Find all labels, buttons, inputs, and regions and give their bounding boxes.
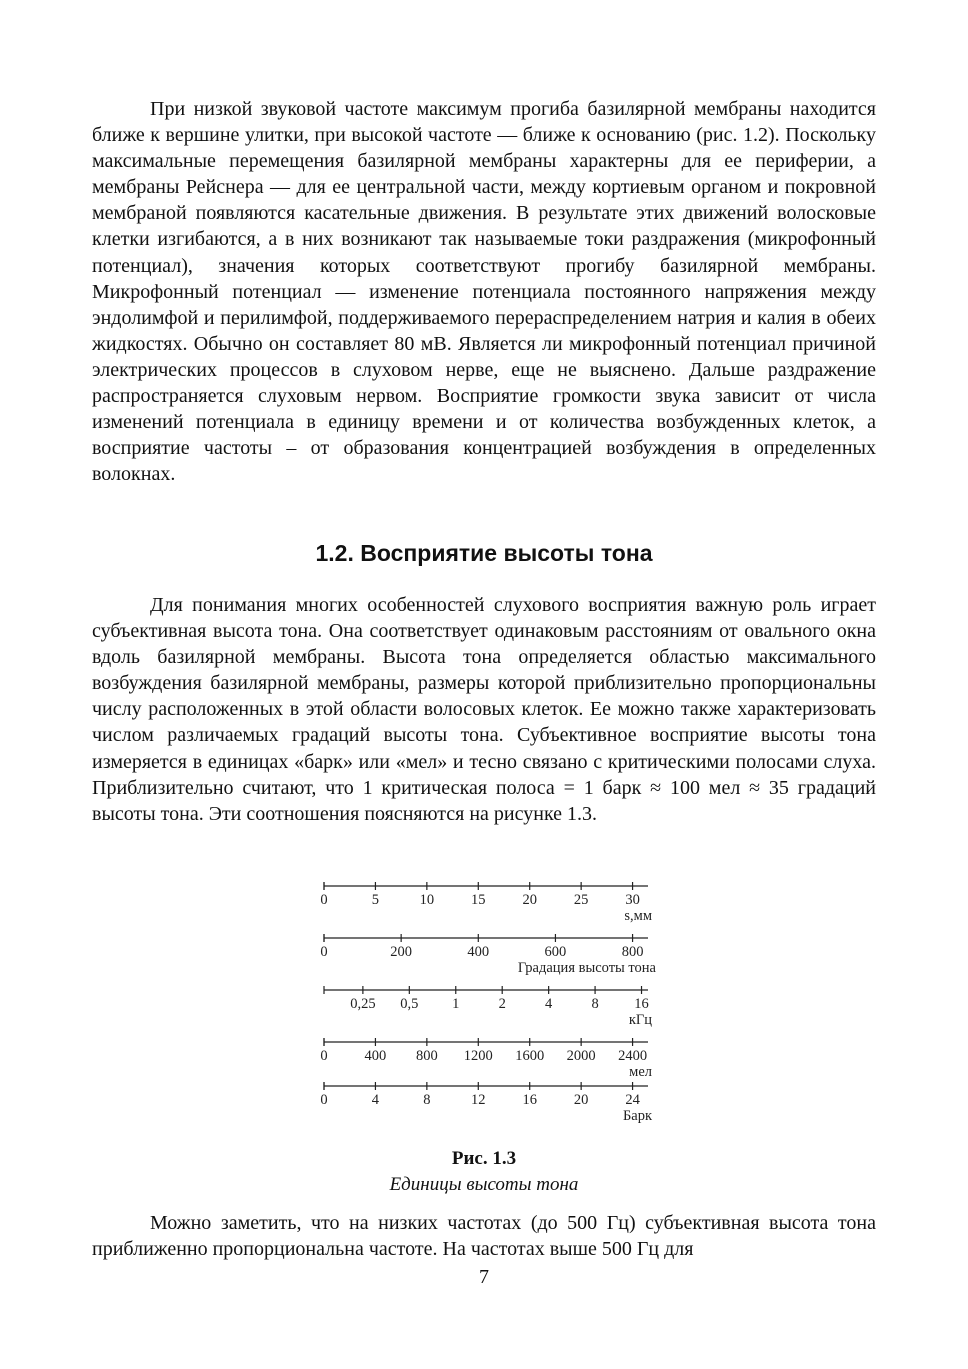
scale-tick-label-khz: 0,5 bbox=[400, 996, 419, 1012]
figure-caption-subtitle: Единицы высоты тона bbox=[389, 1174, 579, 1195]
scale-tick-label-bark: 24 bbox=[625, 1092, 640, 1108]
scale-tick-label-mel: 2400 bbox=[618, 1048, 648, 1064]
scale-tick-label-khz: 8 bbox=[591, 996, 599, 1012]
pitch-scales-svg bbox=[310, 870, 670, 1130]
figure-caption-title: Рис. 1.3 bbox=[451, 1148, 517, 1169]
scale-tick-label-mel: 1600 bbox=[515, 1048, 545, 1064]
pitch-units-figure bbox=[310, 870, 670, 1130]
scale-tick-label-khz: 4 bbox=[545, 996, 553, 1012]
scale-tick-label-khz: 1 bbox=[452, 996, 460, 1012]
scale-tick-label-mm: 30 bbox=[625, 892, 640, 908]
scale-tick-label-mm: 20 bbox=[522, 892, 537, 908]
scale-tick-label-bark: 20 bbox=[573, 1092, 589, 1108]
scale-tick-label-khz: 2 bbox=[498, 996, 506, 1012]
scale-unit-label-mm: s,мм bbox=[624, 908, 652, 924]
scale-tick-label-bark: 16 bbox=[522, 1092, 537, 1108]
scale-unit-label-gradation: Градация высоты тона bbox=[517, 960, 656, 976]
scale-tick-label-khz: 16 bbox=[634, 996, 649, 1012]
section-heading: 1.2. Восприятие высоты тона bbox=[315, 540, 653, 566]
scale-tick-label-bark: 4 bbox=[371, 1092, 380, 1108]
scale-tick-label-gradation: 0 bbox=[320, 944, 328, 960]
scale-tick-label-mel: 2000 bbox=[566, 1048, 596, 1064]
scale-unit-label-khz: кГц bbox=[628, 1012, 652, 1028]
scale-tick-label-mel: 0 bbox=[320, 1048, 328, 1064]
paragraph-low-frequencies: Можно заметить, что на низких частотах (до 500 Гц) субъективная высота тона приближенно пропорциональна частоте. На частотах выше 500 Гц для bbox=[92, 1212, 876, 1261]
scale-tick-label-bark: 12 bbox=[471, 1092, 486, 1108]
scale-tick-label-mm: 5 bbox=[371, 892, 380, 908]
scale-tick-label-mm: 0 bbox=[320, 892, 328, 908]
scale-tick-label-mel: 800 bbox=[415, 1048, 438, 1064]
scale-tick-label-mm: 15 bbox=[471, 892, 486, 908]
scale-unit-label-mel: мел bbox=[629, 1064, 652, 1080]
page-number: 7 bbox=[479, 1266, 489, 1288]
paragraph-basilar-membrane: При низкой звуковой частоте максимум прогиба базилярной мембраны находится ближе к вершине улитки, при высокой частоте — ближе к основанию (рис. 1.2). Поскольку максимальные перемещения базилярной мембраны характерны для ее периферии, а мембраны Рейснера — для ее центральной части, между кортиевым органом и покровной мембраной появляются касательные движения. В результате этих движений волосковые клетки изгибаются, а в них возникают так называемые токи раздражения (микрофонный потенциал), значения которых соответствуют прогибу базилярной мембраны. Микрофонный потенциал — изменение потенциала постоянного напряжения между эндолимфой и перилимфой, поддерживаемого перераспределением натрия и калия в обеих жидкостях. Обычно он составляет 80 мВ. Является ли микрофонный потенциал причиной электрических процессов в слуховом нерве, еще не выяснено. Дальше раздражение распространяется слуховым нервом. Восприятие громкости звука зависит от числа изменений потенциала в единицу времени и от количества возбужденных клеток, а восприятие частоты – от образования концентрацией возбуждения в определенных волокнах. bbox=[92, 98, 876, 486]
scale-tick-label-mm: 25 bbox=[573, 892, 589, 908]
scale-tick-label-bark: 0 bbox=[320, 1092, 328, 1108]
scale-tick-label-khz: 0,25 bbox=[350, 996, 376, 1012]
scale-tick-label-mel: 400 bbox=[364, 1048, 387, 1064]
scale-tick-label-gradation: 800 bbox=[621, 944, 644, 960]
scale-tick-label-mm: 10 bbox=[419, 892, 435, 908]
scale-tick-label-gradation: 600 bbox=[544, 944, 567, 960]
scale-tick-label-gradation: 400 bbox=[467, 944, 490, 960]
scale-tick-label-gradation: 200 bbox=[390, 944, 413, 960]
scale-unit-label-bark: Барк bbox=[622, 1108, 652, 1124]
paragraph-pitch-perception: Для понимания многих особенностей слухового восприятия важную роль играет субъективная высота тона. Она соответствует одинаковым расстояниям от овального окна вдоль базилярной мембраны. Высота тона определяется областью максимального возбуждения базилярной мембраны, размеры которой приблизительно пропорциональны числу расположенных в этой области волосовых клеток. Ее можно также характеризовать числом различаемых градаций высоты тона. Субъективное восприятие высоты тона измеряется в единицах «барк» или «мел» и тесно связано с критическими полосами слуха. Приблизительно считают, что 1 критическая полоса = 1 барк ≈ 100 мел ≈ 35 градаций высоты тона. Эти соотношения поясняются на рисунке 1.3. bbox=[92, 594, 876, 825]
scale-tick-label-bark: 8 bbox=[423, 1092, 431, 1108]
scale-tick-label-mel: 1200 bbox=[463, 1048, 493, 1064]
